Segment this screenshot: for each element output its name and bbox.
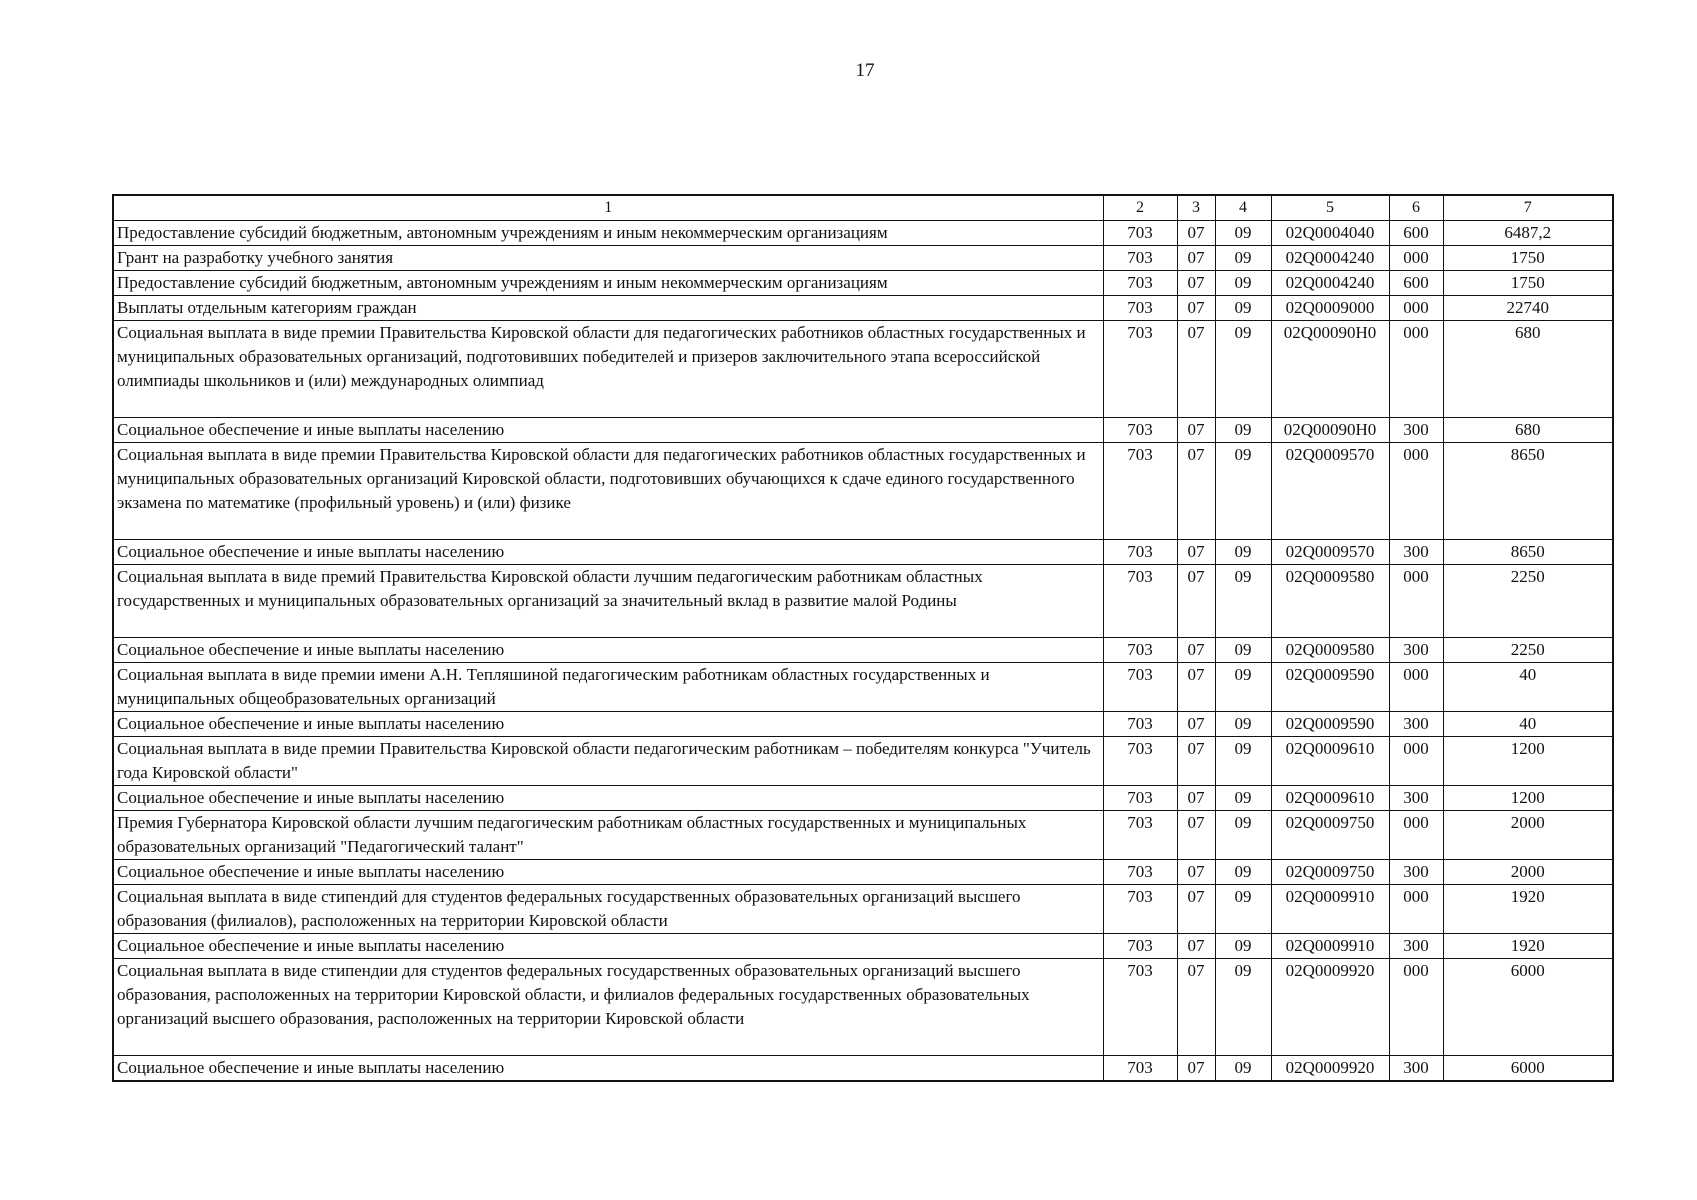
row-csr: 02Q0004040 bbox=[1271, 221, 1389, 246]
row-ved: 703 bbox=[1103, 860, 1177, 885]
row-pr: 09 bbox=[1215, 540, 1271, 565]
row-ved: 703 bbox=[1103, 638, 1177, 663]
header-col-6: 6 bbox=[1389, 195, 1443, 221]
row-pr: 09 bbox=[1215, 271, 1271, 296]
row-vr: 600 bbox=[1389, 271, 1443, 296]
table-row bbox=[113, 959, 1613, 1056]
row-ved: 703 bbox=[1103, 246, 1177, 271]
row-sum: 680 bbox=[1443, 321, 1613, 418]
row-ved: 703 bbox=[1103, 296, 1177, 321]
table-row bbox=[113, 540, 1613, 565]
row-pr: 09 bbox=[1215, 418, 1271, 443]
row-pr: 09 bbox=[1215, 959, 1271, 1056]
row-csr: 02Q0009750 bbox=[1271, 811, 1389, 860]
header-col-3: 3 bbox=[1177, 195, 1215, 221]
row-csr: 02Q00090Н0 bbox=[1271, 418, 1389, 443]
row-rz: 07 bbox=[1177, 221, 1215, 246]
table-row bbox=[113, 712, 1613, 737]
row-vr: 000 bbox=[1389, 296, 1443, 321]
table-row bbox=[113, 786, 1613, 811]
row-name: Социальное обеспечение и иные выплаты населению bbox=[113, 860, 1103, 885]
row-pr: 09 bbox=[1215, 737, 1271, 786]
row-sum: 6000 bbox=[1443, 1056, 1613, 1082]
row-name: Социальная выплата в виде премий Правительства Кировской области лучшим педагогическим работникам областных государственных и муниципальных образовательных организаций за значительный вклад в развитие малой Родины bbox=[113, 565, 1103, 638]
table-row bbox=[113, 934, 1613, 959]
row-sum: 2000 bbox=[1443, 860, 1613, 885]
row-rz: 07 bbox=[1177, 663, 1215, 712]
row-ved: 703 bbox=[1103, 321, 1177, 418]
row-sum: 6487,2 bbox=[1443, 221, 1613, 246]
row-vr: 000 bbox=[1389, 663, 1443, 712]
row-csr: 02Q0009920 bbox=[1271, 1056, 1389, 1082]
row-ved: 703 bbox=[1103, 712, 1177, 737]
row-rz: 07 bbox=[1177, 443, 1215, 540]
row-vr: 000 bbox=[1389, 565, 1443, 638]
row-rz: 07 bbox=[1177, 638, 1215, 663]
row-name: Социальное обеспечение и иные выплаты населению bbox=[113, 934, 1103, 959]
header-col-5: 5 bbox=[1271, 195, 1389, 221]
row-csr: 02Q0009750 bbox=[1271, 860, 1389, 885]
row-rz: 07 bbox=[1177, 737, 1215, 786]
row-ved: 703 bbox=[1103, 271, 1177, 296]
row-sum: 2250 bbox=[1443, 565, 1613, 638]
row-rz: 07 bbox=[1177, 418, 1215, 443]
row-pr: 09 bbox=[1215, 638, 1271, 663]
row-rz: 07 bbox=[1177, 540, 1215, 565]
row-rz: 07 bbox=[1177, 565, 1215, 638]
table-body bbox=[113, 221, 1613, 1082]
row-csr: 02Q0004240 bbox=[1271, 246, 1389, 271]
row-rz: 07 bbox=[1177, 712, 1215, 737]
row-name: Социальная выплата в виде премии Правительства Кировской области для педагогических работников областных государственных и муниципальных образовательных организаций Кировской области, подготовивших обучающихся к сдаче единого государственного экзамена по математике (профильный уровень) и (или) физике bbox=[113, 443, 1103, 540]
row-ved: 703 bbox=[1103, 540, 1177, 565]
row-rz: 07 bbox=[1177, 271, 1215, 296]
row-vr: 000 bbox=[1389, 811, 1443, 860]
row-vr: 000 bbox=[1389, 885, 1443, 934]
row-vr: 300 bbox=[1389, 1056, 1443, 1082]
row-csr: 02Q0009570 bbox=[1271, 443, 1389, 540]
row-pr: 09 bbox=[1215, 786, 1271, 811]
row-csr: 02Q00090Н0 bbox=[1271, 321, 1389, 418]
row-csr: 02Q0009000 bbox=[1271, 296, 1389, 321]
row-csr: 02Q0004240 bbox=[1271, 271, 1389, 296]
row-sum: 8650 bbox=[1443, 443, 1613, 540]
row-pr: 09 bbox=[1215, 246, 1271, 271]
header-col-2: 2 bbox=[1103, 195, 1177, 221]
table-row bbox=[113, 271, 1613, 296]
row-csr: 02Q0009580 bbox=[1271, 638, 1389, 663]
row-vr: 000 bbox=[1389, 959, 1443, 1056]
row-name: Предоставление субсидий бюджетным, автономным учреждениям и иным некоммерческим организациям bbox=[113, 221, 1103, 246]
row-csr: 02Q0009910 bbox=[1271, 885, 1389, 934]
row-ved: 703 bbox=[1103, 786, 1177, 811]
row-csr: 02Q0009610 bbox=[1271, 786, 1389, 811]
table-row bbox=[113, 221, 1613, 246]
row-sum: 2250 bbox=[1443, 638, 1613, 663]
row-ved: 703 bbox=[1103, 443, 1177, 540]
row-vr: 000 bbox=[1389, 443, 1443, 540]
row-rz: 07 bbox=[1177, 321, 1215, 418]
row-pr: 09 bbox=[1215, 443, 1271, 540]
row-name: Социальная выплата в виде премии Правительства Кировской области для педагогических работников областных государственных и муниципальных образовательных организаций, подготовивших победителей и призеров заключительного этапа всероссийской олимпиады школьников и (или) международных олимпиад bbox=[113, 321, 1103, 418]
row-rz: 07 bbox=[1177, 885, 1215, 934]
table-row bbox=[113, 663, 1613, 712]
row-ved: 703 bbox=[1103, 934, 1177, 959]
table-row bbox=[113, 1056, 1613, 1082]
row-ved: 703 bbox=[1103, 418, 1177, 443]
row-sum: 1920 bbox=[1443, 885, 1613, 934]
table-row bbox=[113, 418, 1613, 443]
row-rz: 07 bbox=[1177, 811, 1215, 860]
table-row bbox=[113, 443, 1613, 540]
row-ved: 703 bbox=[1103, 885, 1177, 934]
table-row bbox=[113, 565, 1613, 638]
row-vr: 300 bbox=[1389, 638, 1443, 663]
row-sum: 40 bbox=[1443, 663, 1613, 712]
table-row bbox=[113, 246, 1613, 271]
row-name: Предоставление субсидий бюджетным, автономным учреждениям и иным некоммерческим организациям bbox=[113, 271, 1103, 296]
row-sum: 8650 bbox=[1443, 540, 1613, 565]
row-pr: 09 bbox=[1215, 565, 1271, 638]
table-row bbox=[113, 296, 1613, 321]
row-ved: 703 bbox=[1103, 565, 1177, 638]
row-name: Социальная выплата в виде премии имени А.Н. Тепляшиной педагогическим работникам областных государственных и муниципальных общеобразовательных организаций bbox=[113, 663, 1103, 712]
row-pr: 09 bbox=[1215, 1056, 1271, 1082]
row-rz: 07 bbox=[1177, 934, 1215, 959]
table-row bbox=[113, 737, 1613, 786]
row-sum: 1750 bbox=[1443, 246, 1613, 271]
row-rz: 07 bbox=[1177, 246, 1215, 271]
table-row bbox=[113, 638, 1613, 663]
row-vr: 000 bbox=[1389, 246, 1443, 271]
table-row bbox=[113, 811, 1613, 860]
table-row bbox=[113, 860, 1613, 885]
row-name: Грант на разработку учебного занятия bbox=[113, 246, 1103, 271]
row-csr: 02Q0009910 bbox=[1271, 934, 1389, 959]
row-vr: 300 bbox=[1389, 540, 1443, 565]
row-csr: 02Q0009590 bbox=[1271, 663, 1389, 712]
table-row bbox=[113, 885, 1613, 934]
row-sum: 1200 bbox=[1443, 786, 1613, 811]
row-vr: 300 bbox=[1389, 712, 1443, 737]
row-rz: 07 bbox=[1177, 1056, 1215, 1082]
row-ved: 703 bbox=[1103, 663, 1177, 712]
row-ved: 703 bbox=[1103, 959, 1177, 1056]
row-name: Социальное обеспечение и иные выплаты населению bbox=[113, 540, 1103, 565]
row-vr: 300 bbox=[1389, 860, 1443, 885]
row-name: Социальная выплата в виде стипендий для студентов федеральных государственных образовательных организаций высшего образования (филиалов), расположенных на территории Кировской области bbox=[113, 885, 1103, 934]
row-sum: 6000 bbox=[1443, 959, 1613, 1056]
row-ved: 703 bbox=[1103, 1056, 1177, 1082]
row-pr: 09 bbox=[1215, 811, 1271, 860]
row-name: Социальная выплата в виде премии Правительства Кировской области педагогическим работникам – победителям конкурса "Учитель года Кировской области" bbox=[113, 737, 1103, 786]
row-pr: 09 bbox=[1215, 860, 1271, 885]
row-vr: 000 bbox=[1389, 321, 1443, 418]
table-header-row bbox=[113, 195, 1613, 221]
row-csr: 02Q0009580 bbox=[1271, 565, 1389, 638]
header-col-7: 7 bbox=[1443, 195, 1613, 221]
row-pr: 09 bbox=[1215, 934, 1271, 959]
row-rz: 07 bbox=[1177, 860, 1215, 885]
row-sum: 1750 bbox=[1443, 271, 1613, 296]
page-number: 17 bbox=[855, 60, 875, 81]
row-sum: 22740 bbox=[1443, 296, 1613, 321]
row-csr: 02Q0009610 bbox=[1271, 737, 1389, 786]
row-name: Премия Губернатора Кировской области лучшим педагогическим работникам областных государственных и муниципальных образовательных организаций "Педагогический талант" bbox=[113, 811, 1103, 860]
row-pr: 09 bbox=[1215, 712, 1271, 737]
row-sum: 1920 bbox=[1443, 934, 1613, 959]
row-name: Социальное обеспечение и иные выплаты населению bbox=[113, 638, 1103, 663]
row-sum: 40 bbox=[1443, 712, 1613, 737]
row-pr: 09 bbox=[1215, 321, 1271, 418]
row-sum: 1200 bbox=[1443, 737, 1613, 786]
row-vr: 000 bbox=[1389, 737, 1443, 786]
row-csr: 02Q0009570 bbox=[1271, 540, 1389, 565]
row-vr: 300 bbox=[1389, 934, 1443, 959]
row-name: Социальное обеспечение и иные выплаты населению bbox=[113, 1056, 1103, 1082]
budget-table bbox=[112, 194, 1614, 1082]
row-rz: 07 bbox=[1177, 296, 1215, 321]
row-ved: 703 bbox=[1103, 811, 1177, 860]
table-row bbox=[113, 321, 1613, 418]
row-name: Социальное обеспечение и иные выплаты населению bbox=[113, 786, 1103, 811]
header-col-1: 1 bbox=[113, 195, 1103, 221]
row-name: Выплаты отдельным категориям граждан bbox=[113, 296, 1103, 321]
row-rz: 07 bbox=[1177, 959, 1215, 1056]
row-name: Социальное обеспечение и иные выплаты населению bbox=[113, 712, 1103, 737]
row-ved: 703 bbox=[1103, 221, 1177, 246]
row-csr: 02Q0009590 bbox=[1271, 712, 1389, 737]
row-sum: 680 bbox=[1443, 418, 1613, 443]
row-name: Социальная выплата в виде стипендии для студентов федеральных государственных образовательных организаций высшего образования, расположенных на территории Кировской области, и филиалов федеральных государственных образовательных организаций высшего образования, расположенных на территории Кировской области bbox=[113, 959, 1103, 1056]
row-vr: 600 bbox=[1389, 221, 1443, 246]
row-csr: 02Q0009920 bbox=[1271, 959, 1389, 1056]
row-vr: 300 bbox=[1389, 418, 1443, 443]
row-pr: 09 bbox=[1215, 221, 1271, 246]
row-pr: 09 bbox=[1215, 663, 1271, 712]
row-sum: 2000 bbox=[1443, 811, 1613, 860]
row-name: Социальное обеспечение и иные выплаты населению bbox=[113, 418, 1103, 443]
row-ved: 703 bbox=[1103, 737, 1177, 786]
row-vr: 300 bbox=[1389, 786, 1443, 811]
row-rz: 07 bbox=[1177, 786, 1215, 811]
row-pr: 09 bbox=[1215, 296, 1271, 321]
header-col-4: 4 bbox=[1215, 195, 1271, 221]
row-pr: 09 bbox=[1215, 885, 1271, 934]
